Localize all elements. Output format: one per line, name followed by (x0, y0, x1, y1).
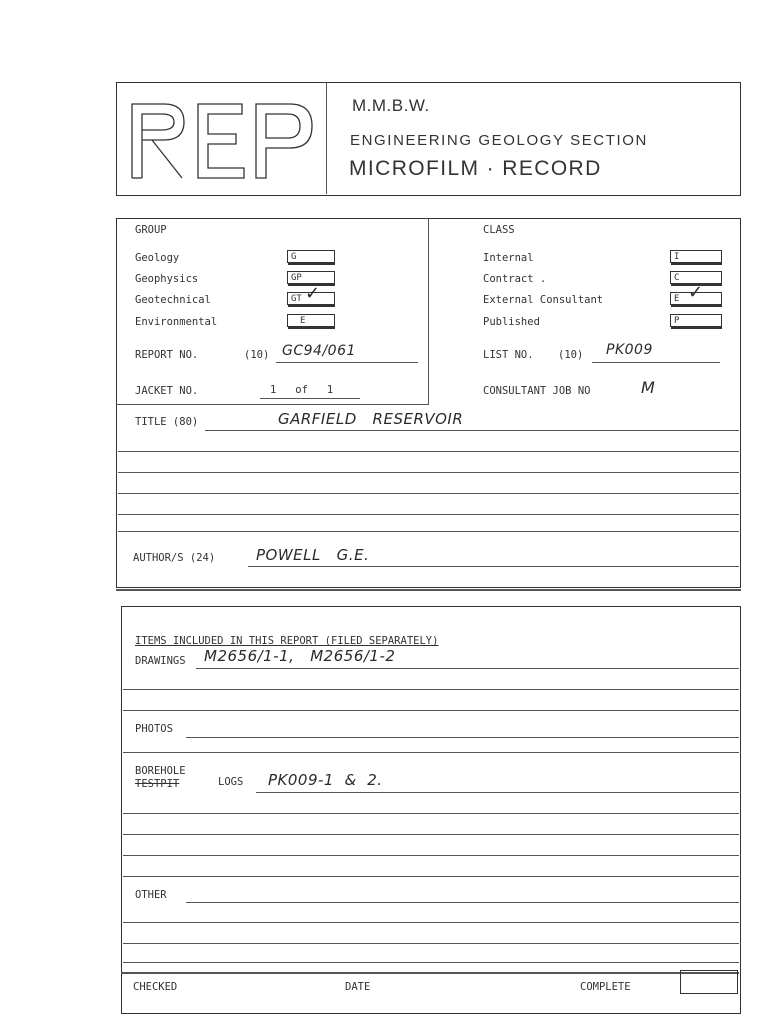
drawings-value[interactable]: M2656/1-1, M2656/1-2 (204, 647, 396, 665)
group-label-environmental: Environmental (135, 316, 218, 328)
date-label: DATE (345, 981, 371, 993)
report-no-label: REPORT NO. (135, 349, 199, 361)
group-code-geotechnical[interactable]: GT (287, 292, 335, 305)
logs-line-2 (123, 813, 739, 814)
group-class-divider (428, 218, 429, 404)
logs-line (256, 792, 739, 793)
checked-label: CHECKED (133, 981, 178, 993)
title-line-2 (118, 451, 739, 452)
drawings-label: DRAWINGS (135, 655, 186, 667)
drawings-line-3 (123, 710, 739, 711)
class-code-internal[interactable]: I (670, 250, 722, 263)
logs-line-3 (123, 834, 739, 835)
logs-value[interactable]: PK009-1 & 2. (268, 771, 383, 789)
rep-logo (128, 98, 318, 182)
author-value[interactable]: POWELL G.E. (256, 546, 370, 564)
group-bottom-rule (116, 404, 429, 405)
logo-text: REP (128, 98, 130, 99)
other-line-3 (123, 943, 739, 944)
testpit-label: TESTPIT (135, 778, 180, 790)
title-line-5 (118, 514, 739, 515)
record-title: MICROFILM · RECORD (349, 157, 602, 180)
group-label-geology: Geology (135, 252, 180, 264)
title-line-3 (118, 472, 739, 473)
items-heading: ITEMS INCLUDED IN THIS REPORT (FILED SEPARATELY) (135, 635, 439, 647)
list-no-label: LIST NO. (483, 349, 534, 361)
section-name: ENGINEERING GEOLOGY SECTION (350, 132, 648, 149)
org-name: M.M.B.W. (352, 96, 430, 115)
drawings-line-2 (123, 689, 739, 690)
author-label: AUTHOR/S (24) (133, 552, 216, 564)
group-label-geophysics: Geophysics (135, 273, 199, 285)
class-label-external-consultant: External Consultant (483, 294, 604, 306)
logs-label: LOGS (218, 776, 244, 788)
class-code-published[interactable]: P (670, 314, 722, 327)
borehole-label: BOREHOLE (135, 765, 186, 777)
class-code-external-consultant[interactable]: E (670, 292, 722, 305)
title-line-6 (118, 531, 739, 532)
group-label-geotechnical: Geotechnical (135, 294, 211, 306)
list-no-length: (10) (558, 349, 584, 361)
consultant-job-label: CONSULTANT JOB NO (483, 385, 591, 397)
class-code-contract[interactable]: C (670, 271, 722, 284)
complete-checkbox[interactable] (680, 970, 738, 994)
other-line-2 (123, 922, 739, 923)
other-line-4 (123, 962, 739, 963)
other-label: OTHER (135, 889, 167, 901)
title-label: TITLE (80) (135, 416, 199, 428)
external-consultant-tick-mark: ✓ (688, 282, 704, 303)
photos-line-2 (123, 752, 739, 753)
class-heading: CLASS (483, 224, 515, 236)
geotechnical-tick-mark: ✓ (305, 283, 321, 304)
drawings-line (196, 668, 739, 669)
logs-line-5 (123, 876, 739, 877)
consultant-job-value[interactable]: M (641, 378, 656, 397)
list-no-line (592, 362, 720, 363)
title-line-4 (118, 493, 739, 494)
group-code-geology[interactable]: G (287, 250, 335, 263)
class-label-published: Published (483, 316, 540, 328)
details-block-base (116, 589, 741, 591)
jacket-no-value[interactable]: 1 of 1 (270, 384, 334, 396)
footer-rule (121, 972, 739, 974)
logs-line-4 (123, 855, 739, 856)
class-label-internal: Internal (483, 252, 534, 264)
group-code-geophysics[interactable]: GP (287, 271, 335, 284)
other-line (186, 902, 739, 903)
group-code-environmental[interactable]: E (287, 314, 335, 327)
report-no-length: (10) (244, 349, 270, 361)
title-value[interactable]: GARFIELD RESERVOIR (278, 410, 464, 428)
header-divider (326, 82, 327, 194)
group-heading: GROUP (135, 224, 167, 236)
report-no-line (276, 362, 418, 363)
title-line-1 (205, 430, 739, 431)
jacket-no-line (260, 398, 360, 399)
photos-line (186, 737, 739, 738)
photos-label: PHOTOS (135, 723, 173, 735)
list-no-value[interactable]: PK009 (606, 342, 653, 358)
author-line (248, 566, 739, 567)
complete-label: COMPLETE (580, 981, 631, 993)
report-no-value[interactable]: GC94/061 (282, 343, 356, 359)
class-label-contract: Contract . (483, 273, 547, 285)
jacket-no-label: JACKET NO. (135, 385, 199, 397)
